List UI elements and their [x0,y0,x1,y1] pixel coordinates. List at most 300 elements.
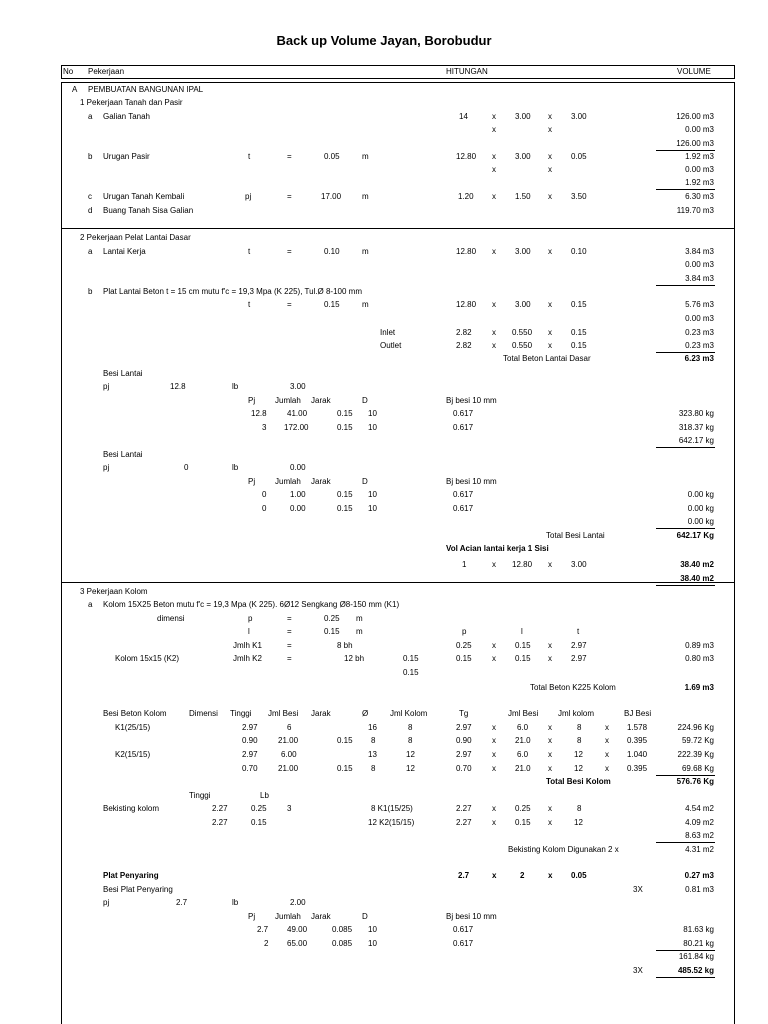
row-cell: x [492,152,496,161]
row-cell: x [492,818,496,827]
row-cell: 2.82 [456,341,472,350]
row-cell: x [548,654,552,663]
row-cell: 12 [406,764,415,773]
row-cell: 0.15 [571,328,587,337]
row-cell: 8 [371,736,376,745]
row-cell: 0.15 [337,490,353,499]
row-cell: x [548,750,552,759]
volume-cell: 0.00 m3 [685,165,714,174]
row-cell: 0.085 [332,925,353,934]
row-cell: 13 [368,750,377,759]
volume-cell: 4.09 m2 [685,818,714,827]
row-cell: x [492,871,497,880]
row-cell: t [248,152,251,161]
row-cell: Jumlah [275,912,301,921]
row-cell: 6.0 [517,750,529,759]
row-cell: 2.97 [456,750,472,759]
subtotal-rule [656,447,715,448]
row-cell: K2(15/15) [115,750,151,759]
row-cell: 8 [577,723,582,732]
row-cell: x [605,764,609,773]
row-cell: x [492,125,496,134]
row-cell: 3X [633,885,643,894]
row-cell: m [356,614,363,623]
row-cell: = [287,654,292,663]
volume-cell: 5.76 m3 [685,300,714,309]
row-cell: c [88,192,92,201]
header-pekerjaan: Pekerjaan [88,67,125,76]
row-cell: Outlet [380,341,402,350]
row-cell: p [462,627,467,636]
subtotal-rule [656,585,715,586]
row-cell: 0.085 [332,939,353,948]
row-cell: 10 [368,409,377,418]
row-cell: x [548,804,552,813]
volume-cell: 3.84 m3 [685,274,714,283]
row-cell: 3 [287,804,292,813]
row-cell: 1.578 [627,723,648,732]
volume-cell: 0.89 m3 [685,641,714,650]
row-cell: 172.00 [284,423,309,432]
volume-cell: 119.70 m3 [676,206,714,215]
row-cell: t [248,247,251,256]
row-cell: 2.7 [458,871,470,880]
row-cell: 0.617 [453,490,474,499]
row-cell: x [492,328,496,337]
row-cell: d [88,206,93,215]
row-cell: Bekisting kolom [103,804,160,813]
row-cell: 0.15 [515,654,531,663]
row-cell: 3 Pekerjaan Kolom [80,587,148,596]
row-cell: Galian Tanah [103,112,150,121]
row-cell: A [72,85,78,94]
row-cell: 0.617 [453,504,474,513]
row-cell: x [548,328,552,337]
row-cell: Besi Beton Kolom [103,709,167,718]
row-cell: x [548,165,552,174]
row-cell: pj [103,898,110,907]
row-cell: 1 [462,560,467,569]
row-cell: Jarak [311,709,331,718]
row-cell: 0.617 [453,939,474,948]
row-cell: 0.15 [456,654,472,663]
volume-cell: 323.80 kg [678,409,714,418]
row-cell: 0.25 [515,804,531,813]
row-cell: 0.25 [251,804,267,813]
row-cell: m [362,247,369,256]
row-cell: 0.15 [515,641,531,650]
row-cell: m [362,152,369,161]
volume-cell: 642.17 kg [678,436,714,445]
volume-cell: 318.37 kg [678,423,714,432]
row-cell: = [287,627,292,636]
row-cell: Besi Lantai [103,450,143,459]
row-cell: 21.0 [515,764,531,773]
volume-cell: 0.00 m3 [685,260,714,269]
volume-cell: 38.40 m2 [680,560,714,569]
row-cell: 2.7 [176,898,188,907]
row-cell: 2.27 [456,818,472,827]
volume-cell: 4.31 m2 [685,845,714,854]
row-cell: Besi Lantai [103,369,143,378]
volume-cell: 126.00 m3 [676,139,714,148]
row-cell: Jml Besi [508,709,539,718]
volume-cell: 0.81 m3 [685,885,714,894]
row-cell: 0.25 [324,614,340,623]
row-cell: 10 [368,925,377,934]
row-cell: x [548,818,552,827]
row-cell: 3.50 [571,192,587,201]
row-cell: x [492,165,496,174]
subtotal-rule [656,775,715,776]
volume-cell: 0.00 kg [687,517,714,526]
row-cell: 21.0 [515,736,531,745]
row-cell: 0.550 [512,328,533,337]
row-cell: 12.80 [456,152,477,161]
row-cell: l [521,627,523,636]
row-cell: 2.00 [290,898,306,907]
row-cell: 21.00 [278,736,299,745]
row-cell: 6.0 [517,723,529,732]
row-cell: m [362,300,369,309]
row-cell: = [287,614,292,623]
row-cell: a [88,600,93,609]
row-cell: 0.15 [337,409,353,418]
row-cell: t [577,627,580,636]
row-cell: b [88,152,93,161]
volume-cell: 0.00 kg [687,504,714,513]
row-cell: 2 Pekerjaan Pelat Lantai Dasar [80,233,191,242]
row-cell: 8 [408,723,413,732]
volume-cell: 642.17 Kg [676,531,714,540]
volume-cell: 0.00 m3 [685,125,714,134]
row-cell: 8 bh [337,641,353,650]
row-cell: m [362,192,369,201]
row-cell: 0.25 [456,641,472,650]
row-cell: x [548,764,552,773]
row-cell: 12.80 [456,300,477,309]
row-cell: = [287,192,292,201]
row-cell: 0.70 [456,764,472,773]
subtotal-rule [656,150,715,151]
row-cell: 14 [459,112,468,121]
row-cell: Besi Plat Penyaring [103,885,173,894]
header-no: No [63,67,74,76]
row-cell: x [548,641,552,650]
volume-cell: 0.80 m3 [685,654,714,663]
row-cell: 0.15 [337,504,353,513]
volume-cell: 0.23 m3 [685,341,714,350]
row-cell: 2.7 [257,925,269,934]
row-cell: 2.97 [456,723,472,732]
section-divider [61,228,735,229]
header-volume: VOLUME [677,67,711,76]
row-cell: x [548,112,552,121]
row-cell: Bj besi 10 mm [446,912,497,921]
row-cell: x [548,736,552,745]
row-cell: l [248,627,250,636]
volume-cell: 161.84 kg [678,952,714,961]
row-cell: x [548,871,553,880]
row-cell: Total Beton Lantai Dasar [503,354,591,363]
row-cell: 1 Pekerjaan Tanah dan Pasir [80,98,183,107]
row-cell: 0.05 [571,871,587,880]
row-cell: = [287,247,292,256]
row-cell: Total Beton K225 Kolom [530,683,616,692]
row-cell: 8 [408,736,413,745]
row-cell: 8 [577,736,582,745]
volume-cell: 6.23 m3 [684,354,714,363]
row-cell: 0.10 [571,247,587,256]
row-cell: 2.27 [212,818,228,827]
row-cell: 3.00 [571,112,587,121]
row-cell: x [548,192,552,201]
row-cell: 8 [371,764,376,773]
row-cell: Urugan Pasir [103,152,150,161]
volume-cell: 485.52 kg [677,966,714,975]
row-cell: 17.00 [321,192,342,201]
volume-cell: 0.27 m3 [684,871,714,880]
row-cell: 12 [574,818,583,827]
row-cell: 2.82 [456,328,472,337]
volume-cell: 126.00 m3 [676,112,714,121]
row-cell: 0.15 [324,627,340,636]
row-cell: 0.15 [571,341,587,350]
row-cell: 8 [577,804,582,813]
row-cell: = [287,152,292,161]
row-cell: Dimensi [189,709,218,718]
row-cell: 1.20 [458,192,474,201]
subtotal-rule [656,352,715,353]
volume-cell: 6.30 m3 [685,192,714,201]
row-cell: Lantai Kerja [103,247,146,256]
row-cell: 0.15 [324,300,340,309]
row-cell: 1.040 [627,750,648,759]
row-cell: 12 [574,750,583,759]
row-cell: x [548,560,552,569]
row-cell: t [248,300,251,309]
volume-cell: 81.63 kg [683,925,714,934]
row-cell: 3.00 [290,382,306,391]
row-cell: BJ Besi [624,709,652,718]
row-cell: 0.550 [512,341,533,350]
row-cell: 2.97 [242,723,258,732]
row-cell: Tinggi [230,709,252,718]
volume-cell: 38.40 m2 [680,574,714,583]
row-cell: 2.27 [212,804,228,813]
row-cell: x [548,723,552,732]
row-cell: Urugan Tanah Kembali [103,192,185,201]
row-cell: Bekisting Kolom Digunakan 2 x [508,845,619,854]
volume-cell: 1.92 m3 [685,178,714,187]
row-cell: m [356,627,363,636]
row-cell: 0 [262,490,267,499]
subtotal-rule [656,528,715,529]
row-cell: x [492,341,496,350]
row-cell: Plat Penyaring [103,871,159,880]
row-cell: = [287,300,292,309]
row-cell: 49.00 [287,925,308,934]
row-cell: b [88,287,93,296]
volume-cell: 576.76 Kg [676,777,714,786]
row-cell: x [605,736,609,745]
row-cell: 21.00 [278,764,299,773]
volume-cell: 3.84 m3 [685,247,714,256]
row-cell: 12 [406,750,415,759]
row-cell: Buang Tanah Sisa Galian [103,206,194,215]
row-cell: 12.8 [170,382,186,391]
row-cell: Pj [248,477,256,486]
row-cell: 1.00 [290,490,306,499]
row-cell: Pj [248,396,256,405]
subtotal-rule [656,285,715,286]
row-cell: Total Besi Kolom [546,777,611,786]
row-cell: x [548,341,552,350]
row-cell: 2.97 [571,641,587,650]
row-cell: 3.00 [515,152,531,161]
subtotal-rule [656,950,715,951]
row-cell: 0.15 [403,654,419,663]
row-cell: Plat Lantai Beton t = 15 cm mutu f'c = 19,3 Mpa (K 225), Tul.Ø 8-100 mm [103,287,362,296]
volume-cell: 1.92 m3 [685,152,714,161]
row-cell: 0 [262,504,267,513]
row-cell: PEMBUATAN BANGUNAN IPAL [88,85,204,94]
row-cell: x [548,300,552,309]
row-cell: 10 [368,423,377,432]
row-cell: x [492,654,496,663]
row-cell: Pj [248,912,256,921]
row-cell: x [492,736,496,745]
row-cell: Inlet [380,328,396,337]
row-cell: 0.15 [337,736,353,745]
row-cell: Jarak [311,477,331,486]
volume-cell: 59.72 Kg [681,736,714,745]
row-cell: 0.90 [456,736,472,745]
row-cell: pj [103,463,110,472]
row-cell: 0.15 [403,668,419,677]
row-cell: 3.00 [515,112,531,121]
row-cell: 65.00 [287,939,308,948]
volume-cell: 8.63 m2 [685,831,714,840]
row-cell: 3.00 [571,560,587,569]
row-cell: Total Besi Lantai [546,531,605,540]
volume-cell: 222.39 Kg [677,750,714,759]
row-cell: 0.05 [571,152,587,161]
row-cell: 0.90 [242,736,258,745]
row-cell: 2.97 [571,654,587,663]
row-cell: a [88,112,93,121]
row-cell: Jarak [311,396,331,405]
volume-cell: 4.54 m2 [685,804,714,813]
row-cell: 0.05 [324,152,340,161]
row-cell: 0.15 [515,818,531,827]
row-cell: Lb [260,791,269,800]
row-cell: a [88,247,93,256]
row-cell: 3.00 [515,300,531,309]
document-title: Back up Volume Jayan, Borobudur [276,33,492,48]
row-cell: 3.00 [515,247,531,256]
row-cell: x [492,192,496,201]
row-cell: x [492,764,496,773]
row-cell: Tinggi [189,791,211,800]
row-cell: 2.97 [242,750,258,759]
row-cell: x [492,300,496,309]
row-cell: x [492,112,496,121]
row-cell: Jml Kolom [390,709,428,718]
volume-cell: 69.68 Kg [681,764,714,773]
row-cell: 0.15 [251,818,267,827]
row-cell: pj [103,382,110,391]
row-cell: 12 [574,764,583,773]
row-cell: x [548,152,552,161]
row-cell: 3 [262,423,267,432]
row-cell: 10 [368,939,377,948]
row-cell: Jml kolom [558,709,595,718]
volume-cell: 0.00 kg [687,490,714,499]
row-cell: 3X [633,966,643,975]
row-cell: Jumlah [275,396,301,405]
row-cell: 0.617 [453,409,474,418]
row-cell: x [548,125,552,134]
row-cell: D [362,396,368,405]
row-cell: 0.617 [453,925,474,934]
row-cell: x [492,247,496,256]
row-cell: Jmlh K1 [233,641,262,650]
row-cell: 41.00 [287,409,308,418]
row-cell: Kolom 15X25 Beton mutu f'c = 19,3 Mpa (K 225). 6Ø12 Sengkang Ø8-150 mm (K1) [103,600,400,609]
row-cell: 12.80 [512,560,533,569]
row-cell: Vol Acian lantai kerja 1 Sisi [446,544,549,553]
row-cell: D [362,912,368,921]
row-cell: 10 [368,504,377,513]
row-cell: 6.00 [281,750,297,759]
row-cell: x [605,723,609,732]
row-cell: 0.10 [324,247,340,256]
row-cell: K1(25/15) [115,723,151,732]
row-cell: 16 [368,723,377,732]
row-cell: lb [232,463,239,472]
row-cell: 8 K1(15/25) [371,804,413,813]
row-cell: Bj besi 10 mm [446,396,497,405]
row-cell: x [492,723,496,732]
row-cell: x [492,641,496,650]
row-cell: 12 bh [344,654,365,663]
row-cell: x [492,750,496,759]
row-cell: 0.00 [290,504,306,513]
volume-cell: 0.00 m3 [685,314,714,323]
row-cell: 0 [184,463,189,472]
volume-cell: 224.96 Kg [677,723,714,732]
row-cell: Kolom 15x15 (K2) [115,654,180,663]
volume-cell: 1.69 m3 [684,683,714,692]
row-cell: 0.15 [337,423,353,432]
row-cell: 12 K2(15/15) [368,818,415,827]
row-cell: 0.00 [290,463,306,472]
row-cell: 1.50 [515,192,531,201]
volume-cell: 0.23 m3 [685,328,714,337]
row-cell: 2 [264,939,269,948]
row-cell: 2.27 [456,804,472,813]
subtotal-rule [656,842,715,843]
row-cell: lb [232,382,239,391]
row-cell: Bj besi 10 mm [446,477,497,486]
row-cell: Jarak [311,912,331,921]
row-cell: 0.395 [627,764,648,773]
row-cell: 10 [368,490,377,499]
row-cell: lb [232,898,239,907]
row-cell: 0.617 [453,423,474,432]
row-cell: = [287,641,292,650]
